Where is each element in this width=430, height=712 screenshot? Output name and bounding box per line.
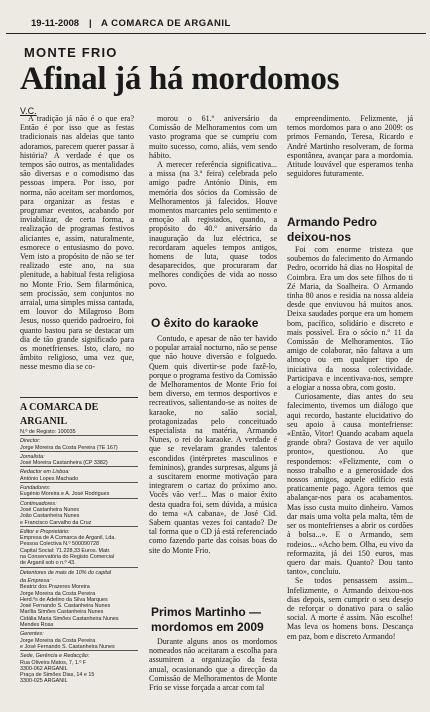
masthead-title: A COMARCA DE ARGANIL [20, 402, 99, 427]
masthead-label: da Empresa: [20, 577, 51, 584]
masthead-line: Jorge Moreira da Costa Pereira (TE 167) [20, 445, 138, 452]
masthead-line: José Castanheira Nunes [20, 506, 80, 513]
article-paragraph: A merecer referência significativa... a missa (na 3.ª feira) celebrada pelo amigo padre António Dinis, em memória dos sócios da Comissão de Melhoramentos já falecidos. Houve momentos marcantes pelo sentimento e emoção ali registados, quando, a propósito do 40.º aniversário da inauguração da luz eléctrica, se recordaram aqueles tempos antigos, homens de luta, quase todos desaparecidos, que procuraram dar melhores condições de vida ao nosso povo. [149, 160, 277, 289]
masthead-line: Pessoa Colectiva N.º 500090728 [20, 541, 99, 548]
masthead-line: José Fernando S. Castanheira Nunes [20, 603, 111, 610]
header-rule [6, 33, 426, 34]
article-headline: Afinal já há mordomos [20, 61, 340, 97]
masthead-label: Continuadores: [20, 500, 57, 507]
article-paragraph: Foi com enorme tristeza que soubemos do falecimento do Armando Pedro, ocorrido há dias no Hospital de Coimbra. Era um dos sete filhos do ti Zé Maria, da Soalheira. O Armando tinha 80 anos e residia na nossa aldeia desde que enviuvou há muitos anos. Deixa saudades porque era um homem bom, pacífico, solidário e discreto e mais possível. Era o sócio n.º 11 da Comissão de Melhoramentos. Tão amigo de colaborar, não faltava a um almoço ou em qualquer tipo de iniciativa da nossa colectividade. Participava e incentivava-nos, sempre a elogiar a nossa obra, com gosto. [287, 245, 413, 393]
article-column-3 [287, 114, 413, 204]
article-author: V.C. [20, 106, 37, 116]
subhead-armando-pedro: Armando Pedro deixou-nos [287, 215, 378, 244]
article-paragraph: Curiosamente, dias antes do seu falecimento, tivemos um diálogo que aqui recordo, bastante elucidativo do seu apoio à causa montefriense: «Então, Vitor! Quando acabam aquela grande obra? Gostava de ver aquilo pronto», questionou. Ao que respondemos: «Felizmente, com o nosso trabalho e a generosidade dos nossos amigos, aquele edifício está praticamente pago. Agora temos que abalançar-nos para os acabamentos. Mas isso custa muito dinheiro. Vamos dar mais uma volta pela malta, têm de ser os montefrienses a abrir os cordões à bolsa...». E o Armando, sem rodeios... «Acho bem. Olha, eu vivo da reformazita, já dei 150 euros, mas quero dar mais. Quanto? Dou tanto tanto», concluiu. [287, 392, 413, 577]
masthead-line: Jorge Moreira da Costa Pereira [20, 637, 96, 644]
masthead-line: Jorge Moreira da Costa Pereira [20, 590, 96, 597]
masthead-lines [20, 429, 138, 685]
masthead-line: Cidália Maria Simões Castanheira Nunes [20, 615, 119, 622]
page-header [6, 16, 426, 32]
article-paragraph: Se todos pensassem assim... Infelizmente, o Armando deixou-nos dias depois, sem cumprir o seu desejo de reforçar o donativo para o salão social. A morte é assim. Não escolhe! Mas leva os homens bons. Descança em paz, bom e discreto Armando! [287, 576, 413, 641]
masthead-label: Sede, Gerência e Redacção: [20, 653, 90, 660]
article-armando-pedro-text [287, 245, 413, 711]
subhead-primos: Primos Martinho — mordomos em 2009 [151, 605, 264, 634]
masthead-line: João Castanheira Nunes [20, 513, 80, 520]
article-karaoke-text [149, 334, 277, 598]
masthead-line: 3300-025 ARGANIL [20, 678, 68, 685]
masthead-label: Redactor em Lisboa: [20, 469, 70, 476]
masthead-line: José Moreira Castanheira (CP 3382) [20, 460, 138, 467]
masthead-line: Praça de Simões Dias, 14 e 15 [20, 672, 95, 679]
masthead-line: e Francisco Carvalho da Cruz [20, 520, 138, 527]
masthead-line: 3300-062 ARGANIL [20, 665, 68, 672]
masthead-line: na Conservatória do Registo Comercial [20, 554, 115, 561]
masthead-line: Rua Oliveira Matos, 7, 1.º F [20, 659, 87, 666]
masthead-line: de Arganil sob o n.º 43. [20, 560, 138, 567]
issue-date: 19-11-2008 [31, 18, 80, 29]
masthead-line: Herd.ºs de Adelino da Silva Marques [20, 596, 108, 603]
masthead-line: Empresa de A Comarca de Arganil, Lda. [20, 535, 116, 542]
masthead-line: Beatriz dos Prazeres Moreira [20, 584, 90, 591]
masthead-line: Marília Simões Castanheira Nunes [20, 609, 104, 616]
masthead-box [20, 397, 138, 712]
masthead-label: Gerentes: [20, 631, 44, 638]
article-paragraph: Contudo, e apesar de não ter havido o popular arraial nocturno, não se pense que não houve diversão e folguedo. Quem quis divertir-se pode fazê-lo, porque o programa festivo da Comissão de Melhoramentos de Monte Frio foi bem diverso, em termos desportivos e recreativos, salientando-se as noites de karaoke, no salão social, protagonizadas pelo conceituado especialista na matéria, Armando Nunes, o rei do karaoke. A verdade é que se revelaram grandes talentos escondidos (intérpretes masculinos e femininos), grandes surpresas, alguns já a suscitarem enorme motivação para integrarem o cartaz do próximo ano. Vocês vão ver!... Mas o maior êxito desta quadra foi, sem dúvida, a música do tema «A cabana», de José Cid. Sabem quantas vezes foi cantado? De tal forma que o CD já está referenciado como fazendo parte das coisas boas do site do Monte Frio. [149, 334, 277, 555]
subhead-karaoke: O êxito do karaoke [151, 316, 259, 330]
article-paragraph: Durante alguns anos os mordomos nomeados não aceitaram a escolha para assumirem a organização da festa anual, ocasionando que a direcção da Comissão de Melhoramentos de Monte Frio se visse forçada a arcar com tal [149, 637, 277, 693]
article-column-2 [149, 114, 277, 310]
publication-name: A COMARCA DE ARGANIL [101, 18, 231, 29]
section-title: MONTE FRIO [24, 45, 118, 60]
article-primos-text [149, 637, 277, 711]
article-paragraph: A tradição já não é o que era? Então é por isso que as festas tradicionais nas aldeias que tanto adoramos, parecem querer passar à história? A verdade é que os tempos são outros, as mentalidades são diversas e o comodismo das pessoas impera. Por isso, por norma, não aceitam ser mordomos, para organizar as festas e programar eventos, acabando por inviabilizar, de certa forma, a realização de programas festivos aliciantes e, assim, naturalmente, esmorece o entusiasmo do povo. Vem isto a propósito de não se ter realizado este ano, na sua plenitude, a habitual festa religiosa no Monte Frio. Sem filarmónica, sem procissão, sem conjuntos no arraial, uma simples missa cantada, em louvor do Milagroso Bom Jesus, nosso querido padroeiro, foi quanto bastou para se destacar um dia de tão grande significado para os monetfrienses. Isto, claro, no âmbito religioso, uma vez que, nesse mesmo dia se co- [20, 114, 134, 372]
masthead-label: Jornalista: [20, 453, 45, 460]
article-paragraph: empreendimento. Felizmente, já temos mordomos para o ano 2009: os primos Fernando, Teresa, Ricardo e André Martinho resolveram, de forma espontânea, avançar para a mordomia. Atitude louvável que esperamos tenha seguidores futuramente. [287, 114, 413, 179]
masthead-line: Capital Social: 71.228,33 Euros. Matr. [20, 547, 111, 554]
masthead-label: Detentores de mais de 10% do capital [20, 569, 112, 576]
masthead-label: Fundadores: [20, 485, 51, 492]
masthead-line: e José Fernando S. Castanheira Nunes [20, 644, 138, 651]
masthead-line: N.º de Registo: 100035 [20, 429, 138, 436]
masthead-label: Editor e Proprietário: [20, 528, 70, 535]
masthead-line: Mendes Rosa [20, 622, 138, 629]
header-separator: | [89, 18, 92, 29]
article-column-1 [20, 114, 134, 390]
masthead-line: Eugénio Moreira e A. José Rodrigues [20, 491, 138, 498]
article-paragraph: morou o 61.º aniversário da Comissão de Melhoramentos com um vasto programa que se cumpriu com muito sucesso, como, aliás, vem sendo hábito. [149, 114, 277, 160]
masthead-label: Director: [20, 438, 41, 445]
masthead-line: António Lopes Machado [20, 476, 138, 483]
